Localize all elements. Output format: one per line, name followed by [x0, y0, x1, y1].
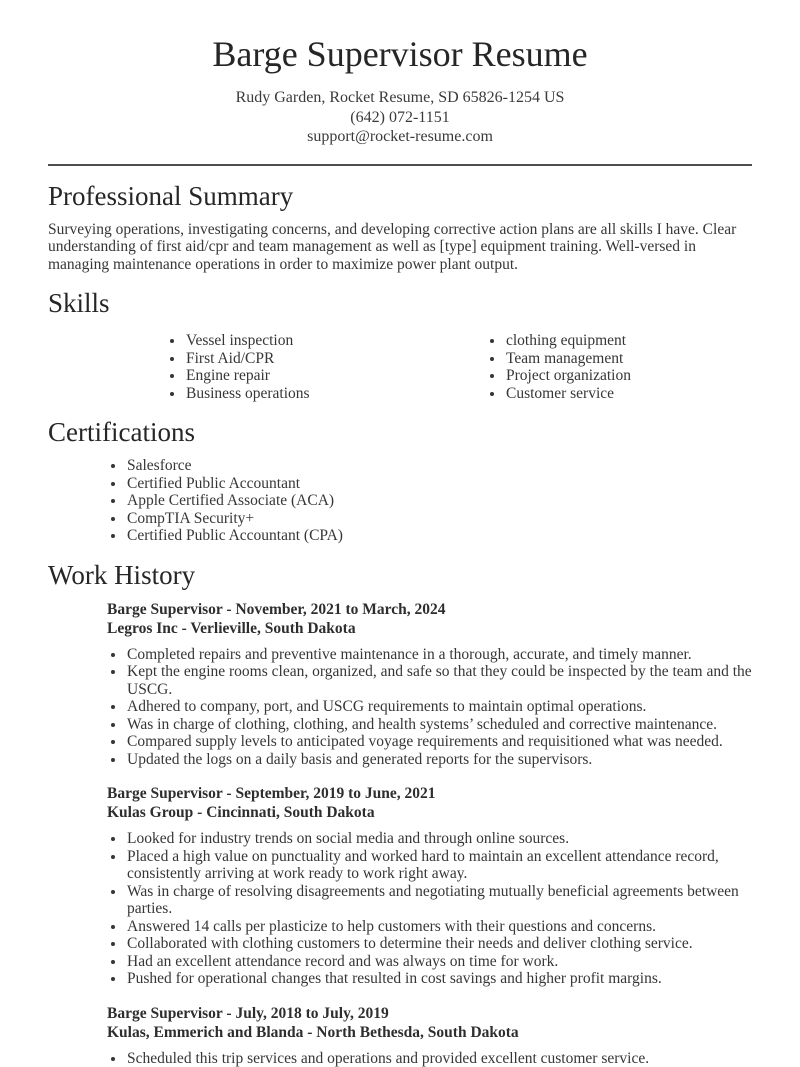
contact-address: Rudy Garden, Rocket Resume, SD 65826-1254 US [48, 88, 752, 108]
job-bullet-list [48, 830, 752, 988]
job-bullet: • Compared supply levels to anticipated voyage requirements and requisitioned what was needed. [126, 733, 752, 751]
job-bullet-list [48, 646, 752, 769]
job-company: Legros Inc - Verlieville, South Dakota [107, 619, 752, 638]
summary-text: Surveying operations, investigating concerns, and developing corrective action plans are all skills I have. Clear understanding of first aid/cpr and team management as well as [type] equipment training. Well-versed in managing maintenance operations in order to maximize power plant output. [48, 221, 752, 274]
skill-item: • First Aid/CPR [185, 350, 427, 368]
summary-heading: Professional Summary [48, 181, 752, 212]
certifications-list [48, 457, 752, 545]
contact-phone: (642) 072-1151 [48, 108, 752, 128]
job-bullet: • Had an excellent attendance record and was always on time for work. [126, 953, 752, 971]
job-entry [48, 784, 752, 988]
job-bullet: • Scheduled this trip services and operations and provided excellent customer service. [126, 1050, 752, 1067]
skills-columns [107, 328, 752, 402]
job-title: Barge Supervisor - July, 2018 to July, 2019 [107, 1004, 752, 1023]
job-company: Kulas, Emmerich and Blanda - North Bethesda, South Dakota [107, 1023, 752, 1042]
certifications-heading: Certifications [48, 417, 752, 448]
job-bullet: • Was in charge of resolving disagreements and negotiating mutually beneficial agreements between parties. [126, 883, 752, 918]
resume-header [48, 33, 752, 147]
header-divider [48, 164, 752, 166]
skill-item: • Business operations [185, 385, 427, 403]
job-bullet: • Adhered to company, port, and USCG requirements to maintain optimal operations. [126, 698, 752, 716]
certification-item: • Certified Public Accountant (CPA) [126, 527, 752, 545]
page-title: Barge Supervisor Resume [48, 33, 752, 75]
section-work-history [48, 560, 752, 1067]
skill-item: • Project organization [505, 367, 631, 385]
skill-item: • Customer service [505, 385, 631, 403]
job-bullet: • Pushed for operational changes that resulted in cost savings and higher profit margins. [126, 970, 752, 988]
skills-heading: Skills [48, 288, 752, 319]
job-company: Kulas Group - Cincinnati, South Dakota [107, 803, 752, 822]
job-bullet: • Placed a high value on punctuality and worked hard to maintain an excellent attendance record, consistently arriving at work ready to work right away. [126, 848, 752, 883]
skill-item: • Team management [505, 350, 631, 368]
job-bullet: • Collaborated with clothing customers to determine their needs and deliver clothing service. [126, 935, 752, 953]
certification-item: • Salesforce [126, 457, 752, 475]
job-bullet: • Updated the logs on a daily basis and generated reports for the supervisors. [126, 751, 752, 769]
job-bullet: • Was in charge of clothing, clothing, and health systems’ scheduled and corrective maintenance. [126, 716, 752, 734]
certification-item: • Apple Certified Associate (ACA) [126, 492, 752, 510]
skills-list-right [427, 332, 631, 402]
certification-item: • Certified Public Accountant [126, 475, 752, 493]
certification-item: • CompTIA Security+ [126, 510, 752, 528]
skill-item: • clothing equipment [505, 332, 631, 350]
section-certifications [48, 417, 752, 545]
section-skills [48, 288, 752, 402]
contact-block [48, 88, 752, 147]
skill-item: • Vessel inspection [185, 332, 427, 350]
job-bullet: • Kept the engine rooms clean, organized, and safe so that they could be inspected by the team and the USCG. [126, 663, 752, 698]
job-bullet: • Looked for industry trends on social media and through online sources. [126, 830, 752, 848]
skill-item: • Engine repair [185, 367, 427, 385]
job-title: Barge Supervisor - September, 2019 to June, 2021 [107, 784, 752, 803]
job-bullet-list [48, 1050, 752, 1067]
job-bullet: • Answered 14 calls per plasticize to help customers with their questions and concerns. [126, 918, 752, 936]
job-bullet: • Completed repairs and preventive maintenance in a thorough, accurate, and timely manner. [126, 646, 752, 664]
skills-list-left [107, 332, 427, 402]
job-title: Barge Supervisor - November, 2021 to March, 2024 [107, 600, 752, 619]
job-entry [48, 600, 752, 769]
contact-email: support@rocket-resume.com [48, 127, 752, 147]
job-entry [48, 1004, 752, 1067]
work-history-heading: Work History [48, 560, 752, 591]
section-professional-summary [48, 181, 752, 274]
